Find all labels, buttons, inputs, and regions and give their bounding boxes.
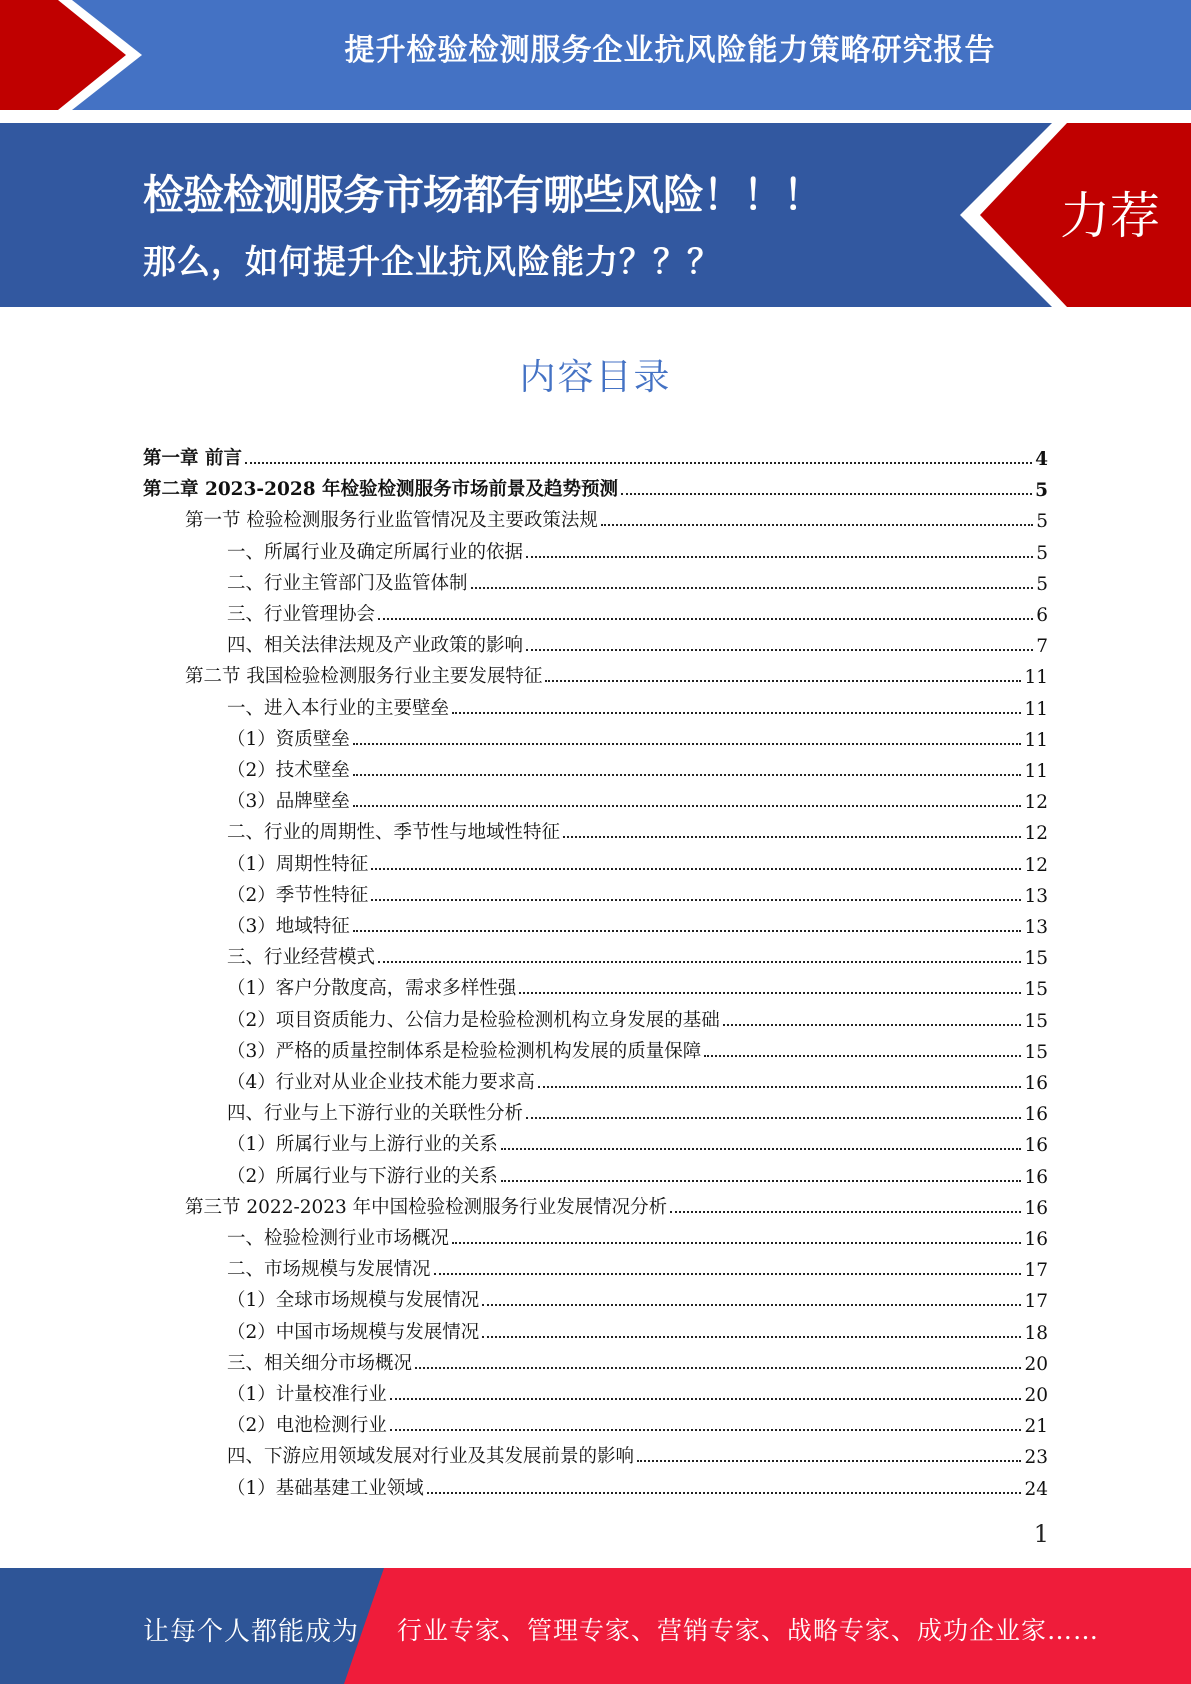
toc-entry[interactable] — [227, 969, 1048, 1000]
toc-entry[interactable] — [227, 876, 1048, 907]
toc-entry[interactable] — [227, 845, 1048, 876]
footer-roles: 行业专家、管理专家、营销专家、战略专家、成功企业家…… — [397, 1616, 1100, 1645]
toc-entry-label: 四、行业与上下游行业的关联性分析 — [227, 1103, 524, 1125]
toc-entry-label: 第三节 2022-2023 年中国检验检测服务行业发展情况分析 — [185, 1196, 668, 1218]
footer-slogan: 让每个人都能成为 — [143, 1617, 360, 1647]
toc-entry-page: 12 — [1024, 854, 1048, 876]
toc-entry-page: 11 — [1024, 761, 1048, 782]
toc-entry-label: （1）客户分散度高，需求多样性强 — [227, 978, 517, 1000]
toc-dot-leader — [434, 1273, 1022, 1275]
toc-dot-leader — [452, 712, 1021, 714]
toc-entry[interactable] — [185, 1188, 1048, 1219]
toc-entry[interactable] — [185, 657, 1048, 688]
toc-entry-page: 13 — [1024, 917, 1048, 938]
toc-entry-label: （1）计量校准行业 — [227, 1384, 387, 1405]
toc-entry-label: 三、行业经营模式 — [227, 947, 376, 969]
toc-entry[interactable] — [227, 626, 1048, 657]
toc-entry[interactable] — [227, 1094, 1048, 1125]
top-arrow-decoration — [0, 0, 150, 112]
toc-entry-label: （2）电池检测行业 — [227, 1415, 387, 1437]
toc-entry-page: 6 — [1036, 605, 1048, 626]
toc-entry-label: （1）基础基建工业领域 — [227, 1477, 424, 1499]
toc-entry-label: （2）所属行业与下游行业的关系 — [227, 1165, 498, 1187]
toc-entry[interactable] — [227, 1063, 1048, 1094]
toc-entry-label: 二、行业主管部门及监管体制 — [227, 572, 468, 594]
toc-entry-label: 三、行业管理协会 — [227, 604, 376, 625]
toc-entry-label: （1）周期性特征 — [227, 853, 369, 875]
toc-entry-label: 三、相关细分市场概况 — [227, 1352, 413, 1374]
toc-dot-leader — [538, 1086, 1022, 1088]
toc-entry[interactable] — [227, 564, 1048, 595]
toc-dot-leader — [601, 524, 1033, 526]
toc-entry-page: 21 — [1024, 1416, 1048, 1438]
toc-entry[interactable] — [227, 1437, 1048, 1468]
toc-entry-label: 一、所属行业及确定所属行业的依据 — [227, 541, 524, 563]
toc-entry[interactable] — [227, 751, 1048, 782]
toc-entry-label: （4）行业对从业企业技术能力要求高 — [227, 1072, 535, 1093]
toc-dot-leader — [427, 1492, 1022, 1494]
toc-entry-page: 5 — [1036, 542, 1048, 564]
toc-entry[interactable] — [143, 439, 1048, 470]
toc-entry-page: 23 — [1024, 1447, 1048, 1469]
toc-dot-leader — [378, 618, 1033, 620]
toc-entry-page: 16 — [1024, 1166, 1048, 1188]
toc-entry-label: （3）地域特征 — [227, 916, 350, 937]
toc-dot-leader — [526, 649, 1033, 651]
toc-dot-leader — [390, 1429, 1022, 1431]
toc-dot-leader — [545, 680, 1021, 682]
toc-entry[interactable] — [227, 782, 1048, 813]
toc-entry[interactable] — [227, 1250, 1048, 1281]
toc-entry-label: 第一节 检验检测服务行业监管情况及主要政策法规 — [185, 510, 598, 532]
recommend-badge-label: 力荐 — [1060, 187, 1160, 245]
toc-entry[interactable] — [227, 1469, 1048, 1500]
toc-entry-label: 四、相关法律法规及产业政策的影响 — [227, 635, 524, 657]
toc-entry-label: （2）项目资质能力、公信力是检验检测机构立身发展的基础 — [227, 1009, 720, 1031]
toc-entry-page: 4 — [1035, 449, 1048, 470]
report-title: 提升检验检测服务企业抗风险能力策略研究报告 — [344, 33, 996, 68]
toc-entry-label: 一、进入本行业的主要壁垒 — [227, 697, 450, 719]
toc-entry-page: 16 — [1024, 1197, 1048, 1219]
toc-entry-label: 二、市场规模与发展情况 — [227, 1259, 431, 1281]
toc-dot-leader — [415, 1367, 1021, 1369]
toc-entry-page: 15 — [1024, 979, 1048, 1001]
toc-dot-leader — [704, 1055, 1021, 1057]
toc-dot-leader — [501, 1180, 1022, 1182]
toc-dot-leader — [371, 868, 1021, 870]
toc-entry-page: 18 — [1024, 1322, 1048, 1344]
toc-entry-page: 24 — [1024, 1478, 1048, 1500]
toc-dot-leader — [526, 556, 1033, 558]
toc-entry-page: 11 — [1024, 667, 1048, 689]
toc-entry-page: 17 — [1024, 1291, 1048, 1313]
toc-entry-page: 15 — [1024, 1010, 1048, 1032]
toc-entry-page: 20 — [1024, 1385, 1048, 1406]
toc-dot-leader — [621, 493, 1032, 495]
toc-entry-label: 第一章 前言 — [143, 448, 242, 469]
toc-entry[interactable] — [227, 1157, 1048, 1188]
toc-dot-leader — [353, 805, 1022, 807]
toc-entry-page: 13 — [1024, 885, 1048, 907]
toc-entry-page: 16 — [1024, 1073, 1048, 1094]
toc-entry[interactable] — [227, 1125, 1048, 1156]
toc-dot-leader — [519, 992, 1021, 994]
toc-entry-label: （2）中国市场规模与发展情况 — [227, 1321, 480, 1343]
toc-entry-page: 16 — [1024, 1104, 1048, 1126]
toc-dot-leader — [670, 1211, 1021, 1213]
toc-title: 内容目录 — [519, 357, 672, 398]
toc-entry[interactable] — [227, 1032, 1048, 1063]
toc-entry-page: 12 — [1024, 792, 1048, 814]
toc-entry-page: 7 — [1036, 636, 1048, 658]
toc-entry-label: 四、下游应用领域发展对行业及其发展前景的影响 — [227, 1446, 635, 1468]
hero-headline: 检验检测服务市场都有哪些风险！！！ — [143, 171, 823, 219]
toc-entry[interactable] — [227, 1375, 1048, 1406]
toc-entry-label: （2）季节性特征 — [227, 884, 369, 906]
toc-entry-label: （1）全球市场规模与发展情况 — [227, 1290, 480, 1312]
toc-dot-leader — [471, 587, 1034, 589]
toc-dot-leader — [353, 930, 1022, 932]
toc-dot-leader — [482, 1336, 1021, 1338]
toc-entry-page: 5 — [1036, 573, 1048, 595]
toc-entry-page: 11 — [1024, 729, 1048, 751]
toc-entry-label: 第二节 我国检验检测服务行业主要发展特征 — [185, 666, 543, 688]
toc-entry[interactable] — [227, 1313, 1048, 1344]
toc-entry-label: 一、检验检测行业市场概况 — [227, 1228, 450, 1249]
toc-dot-leader — [353, 774, 1022, 776]
toc-entry[interactable] — [227, 1001, 1048, 1032]
toc-entry[interactable] — [227, 907, 1048, 938]
hero-subheadline: 那么，如何提升企业抗风险能力？？？ — [143, 242, 721, 281]
toc-entry[interactable] — [227, 1406, 1048, 1437]
toc-entry-page: 11 — [1024, 698, 1048, 720]
toc-entry-page: 16 — [1024, 1229, 1048, 1250]
toc-dot-leader — [378, 961, 1021, 963]
toc-entry-page: 5 — [1035, 480, 1048, 502]
toc-dot-leader — [526, 1117, 1021, 1119]
page-number: 1 — [1033, 1520, 1049, 1548]
toc-dot-leader — [501, 1148, 1022, 1150]
toc-entry-label: （1）所属行业与上游行业的关系 — [227, 1134, 498, 1156]
toc-dot-leader — [390, 1398, 1022, 1400]
toc-entry-page: 12 — [1024, 823, 1048, 845]
toc-entry[interactable] — [227, 595, 1048, 626]
toc-dot-leader — [723, 1024, 1022, 1026]
toc-entry-page: 15 — [1024, 1041, 1048, 1063]
toc-entry-label: 二、行业的周期性、季节性与地域性特征 — [227, 822, 561, 844]
toc-entry-page: 16 — [1024, 1135, 1048, 1157]
toc-entry[interactable] — [227, 689, 1048, 720]
toc-entry-label: （3）严格的质量控制体系是检验检测机构发展的质量保障 — [227, 1040, 702, 1062]
toc-dot-leader — [482, 1304, 1021, 1306]
toc-entry-page: 5 — [1036, 511, 1048, 533]
toc-entry-label: （1）资质壁垒 — [227, 728, 350, 750]
toc-entry[interactable] — [227, 813, 1048, 844]
toc-entry[interactable] — [185, 501, 1048, 532]
toc-entry-label: （3）品牌壁垒 — [227, 791, 350, 813]
toc-entry[interactable] — [227, 720, 1048, 751]
toc-entry[interactable] — [143, 470, 1048, 501]
toc-entry-page: 15 — [1024, 948, 1048, 970]
toc-dot-leader — [245, 462, 1032, 464]
toc-entry-label: （2）技术壁垒 — [227, 760, 350, 781]
toc-entry[interactable] — [227, 1219, 1048, 1250]
toc-dot-leader — [452, 1242, 1021, 1244]
toc-entry-label: 第二章 2023-2028 年检验检测服务市场前景及趋势预测 — [143, 479, 619, 501]
toc-entry[interactable] — [227, 938, 1048, 969]
toc-dot-leader — [637, 1460, 1021, 1462]
toc-entry[interactable] — [227, 1344, 1048, 1375]
toc-entry-page: 17 — [1024, 1260, 1048, 1282]
toc-entry-page: 20 — [1024, 1353, 1048, 1375]
toc-dot-leader — [353, 743, 1022, 745]
toc-dot-leader — [563, 836, 1021, 838]
toc-entry[interactable] — [227, 1281, 1048, 1312]
toc-dot-leader — [371, 899, 1021, 901]
toc-entry[interactable] — [227, 533, 1048, 564]
